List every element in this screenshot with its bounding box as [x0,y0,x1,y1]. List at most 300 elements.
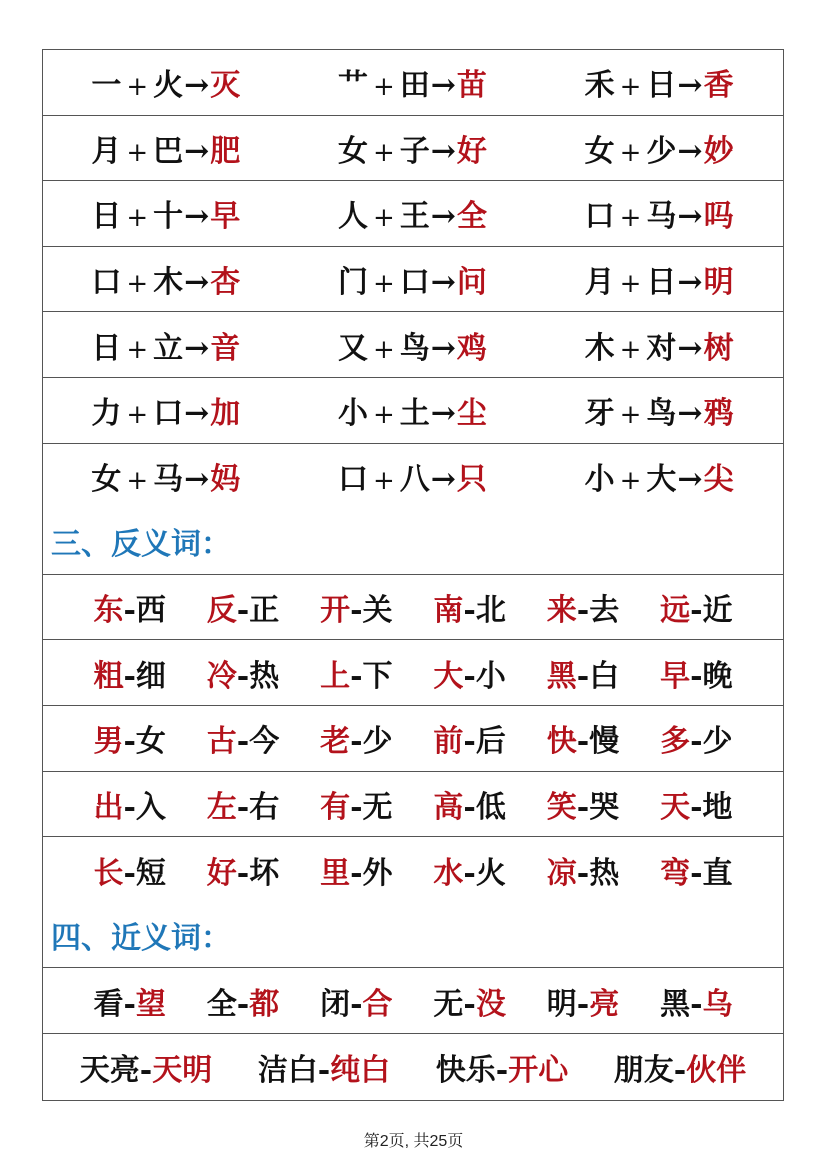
antonym-second: 哭 [589,789,620,825]
combo-row [43,444,783,510]
result-char: 明 [703,265,735,301]
part-a: 女 [91,462,123,498]
antonym-pair [547,782,619,826]
plus-sign: + [372,269,396,300]
result-char: 好 [456,133,488,169]
part-b: 十 [153,199,185,235]
page-footer: 第2页, 共25页 [363,1133,464,1150]
result-char: 灭 [210,68,242,104]
synonym-first: 天亮 [79,1052,140,1088]
antonym-pair [660,651,732,695]
antonym-row [43,706,783,772]
part-b: 土 [399,396,431,432]
part-b: 日 [646,265,678,301]
dash: - [236,593,250,629]
antonym-pair [547,651,619,695]
antonym-second: 今 [249,724,280,760]
antonym-second: 关 [362,593,393,629]
plus-sign: + [372,203,396,234]
antonym-first: 来 [546,593,577,629]
synonym-second: 伙伴 [686,1052,747,1088]
antonym-first: 粗 [93,658,124,694]
synonym-pair [614,1045,746,1089]
antonym-pair [93,782,165,826]
part-a: 门 [337,265,369,301]
part-b: 口 [153,396,185,432]
synonym-first: 朋友 [613,1052,674,1088]
part-b: 口 [399,265,431,301]
antonym-first: 左 [206,789,237,825]
part-a: 日 [91,199,123,235]
antonym-pair [207,585,279,629]
part-a: 艹 [337,68,369,104]
antonym-first: 天 [660,789,691,825]
antonym-second: 近 [702,593,733,629]
antonym-second: 少 [702,724,733,760]
dash: - [463,986,476,1022]
antonym-first: 上 [320,658,351,694]
result-char: 问 [456,265,488,301]
antonym-pair [320,848,392,892]
part-b: 木 [153,265,185,301]
antonym-second: 少 [362,724,393,760]
plus-sign: + [619,72,643,103]
combo-cell [536,191,783,235]
dash: - [236,658,250,694]
dash: - [350,593,363,629]
dash: - [350,789,363,825]
antonym-row [43,772,783,838]
arrow-sign: → [430,199,457,235]
part-b: 少 [646,133,678,169]
antonym-pair [433,716,505,760]
antonym-first: 老 [320,724,351,760]
synonym-second: 开心 [508,1052,569,1088]
antonym-second: 下 [362,658,393,694]
part-b: 马 [153,462,185,498]
antonym-pair [433,782,505,826]
plus-sign: + [372,466,396,497]
combo-row [43,50,783,116]
dash: - [495,1052,509,1088]
dash: - [463,855,476,891]
antonym-first: 弯 [660,855,691,891]
antonym-pair [93,716,165,760]
combo-cell [536,126,783,170]
dash: - [690,724,703,760]
combo-cell [290,323,537,367]
antonym-pair [320,585,392,629]
part-b: 巴 [153,133,185,169]
synonym-pair [660,979,732,1023]
antonym-second: 晚 [702,658,733,694]
antonym-first: 远 [660,593,691,629]
result-char: 香 [703,68,735,104]
synonym-first: 看 [93,986,124,1022]
antonym-first: 快 [546,724,577,760]
plus-sign: + [619,203,643,234]
dash: - [236,986,250,1022]
plus-sign: + [619,466,643,497]
antonym-pair [547,585,619,629]
synonym-second: 天明 [152,1052,213,1088]
synonym-second: 亮 [589,986,620,1022]
antonym-first: 多 [660,724,691,760]
dash: - [576,724,590,760]
synonyms-heading-row [43,903,783,969]
antonym-second: 入 [135,789,166,825]
antonym-second: 热 [589,855,620,891]
antonym-pair [320,651,392,695]
dash: - [123,986,136,1022]
combo-cell [290,60,537,104]
arrow-sign: → [430,133,457,169]
part-b: 田 [399,68,431,104]
arrow-sign: → [677,462,704,498]
combo-cell [536,323,783,367]
arrow-sign: → [677,199,704,235]
plus-sign: + [372,334,396,365]
plus-sign: + [126,400,150,431]
result-char: 加 [210,396,242,432]
antonym-first: 笑 [546,789,577,825]
synonym-pair [433,979,505,1023]
antonym-first: 水 [433,855,464,891]
antonym-first: 南 [433,593,464,629]
antonym-first: 东 [93,593,124,629]
part-b: 立 [153,330,185,366]
antonym-pair [433,585,505,629]
dash: - [576,855,590,891]
antonym-first: 出 [93,789,124,825]
part-b: 鸟 [399,330,431,366]
dash: - [690,658,703,694]
combo-row [43,247,783,313]
synonym-second: 纯白 [330,1052,391,1088]
arrow-sign: → [184,68,211,104]
plus-sign: + [372,400,396,431]
combo-cell [536,454,783,498]
arrow-sign: → [184,265,211,301]
part-a: 力 [91,396,123,432]
part-b: 王 [399,199,431,235]
combo-row [43,378,783,444]
combo-cell [536,60,783,104]
arrow-sign: → [430,68,457,104]
result-char: 音 [210,330,242,366]
combo-cell [290,126,537,170]
result-char: 全 [456,199,488,235]
result-char: 妙 [703,133,735,169]
antonym-pair [320,716,392,760]
part-a: 月 [91,133,123,169]
antonym-second: 慢 [589,724,620,760]
antonym-pair [320,782,392,826]
plus-sign: + [126,72,150,103]
dash: - [236,724,250,760]
antonym-pair [660,782,732,826]
synonym-pair [207,979,279,1023]
antonym-second: 小 [475,658,506,694]
plus-sign: + [372,137,396,168]
antonym-second: 西 [135,593,166,629]
dash: - [123,593,136,629]
part-b: 马 [646,199,678,235]
dash: - [123,658,136,694]
combo-cell [290,191,537,235]
worksheet-table [42,49,784,1101]
arrow-sign: → [184,462,211,498]
part-a: 口 [91,265,123,301]
arrow-sign: → [184,330,211,366]
combo-row [43,116,783,182]
synonym-pair [258,1045,390,1089]
arrow-sign: → [184,199,211,235]
part-a: 女 [337,133,369,169]
antonym-second: 后 [475,724,506,760]
antonym-second: 女 [135,724,166,760]
synonym-first: 洁白 [257,1052,318,1088]
dash: - [350,855,363,891]
combo-cell [536,257,783,301]
antonym-second: 直 [702,855,733,891]
antonym-first: 开 [320,593,351,629]
part-a: 人 [337,199,369,235]
part-b: 鸟 [646,396,678,432]
part-a: 一 [91,68,123,104]
result-char: 尖 [703,462,735,498]
synonym-row [43,1034,783,1100]
antonym-second: 地 [702,789,733,825]
antonym-first: 好 [206,855,237,891]
antonym-pair [660,585,732,629]
synonym-pair [80,1045,212,1089]
antonym-pair [660,716,732,760]
antonym-pair [93,848,165,892]
part-a: 又 [337,330,369,366]
synonym-first: 快乐 [435,1052,496,1088]
result-char: 早 [210,199,242,235]
part-a: 日 [91,330,123,366]
antonym-pair [93,585,165,629]
antonym-first: 反 [206,593,237,629]
synonym-first: 闭 [320,986,351,1022]
arrow-sign: → [430,396,457,432]
synonym-first: 全 [206,986,237,1022]
part-a: 小 [584,462,616,498]
dash: - [463,724,476,760]
antonym-first: 男 [93,724,124,760]
plus-sign: + [126,269,150,300]
part-b: 对 [646,330,678,366]
result-char: 尘 [456,396,488,432]
antonym-pair [547,716,619,760]
antonym-second: 去 [589,593,620,629]
antonyms-heading-row [43,509,783,575]
antonym-pair [660,848,732,892]
antonym-first: 高 [433,789,464,825]
synonym-second: 合 [362,986,393,1022]
plus-sign: + [126,203,150,234]
dash: - [350,658,363,694]
plus-sign: + [619,269,643,300]
antonym-row [43,575,783,641]
antonym-first: 有 [320,789,351,825]
dash: - [317,1052,331,1088]
combo-cell [43,191,290,235]
synonym-first: 无 [433,986,464,1022]
dash: - [236,789,250,825]
plus-sign: + [126,466,150,497]
dash: - [576,986,590,1022]
dash: - [673,1052,687,1088]
antonym-pair [433,651,505,695]
antonym-second: 白 [589,658,620,694]
combo-row [43,312,783,378]
dash: - [139,1052,153,1088]
antonym-first: 黑 [546,658,577,694]
result-char: 吗 [703,199,735,235]
part-b: 火 [153,68,185,104]
arrow-sign: → [677,330,704,366]
synonym-pair [436,1045,568,1089]
antonym-pair [207,716,279,760]
combo-cell [290,388,537,432]
result-char: 肥 [210,133,242,169]
antonym-second: 火 [475,855,506,891]
dash: - [690,789,703,825]
antonym-second: 低 [475,789,506,825]
dash: - [463,593,476,629]
arrow-sign: → [184,133,211,169]
dash: - [463,658,476,694]
antonym-row [43,837,783,903]
antonym-first: 大 [433,658,464,694]
synonym-second: 没 [475,986,506,1022]
dash: - [236,855,250,891]
synonyms-heading: 四、近义词： [51,921,231,957]
dash: - [463,789,476,825]
dash: - [576,789,590,825]
part-a: 女 [584,133,616,169]
synonym-second: 望 [135,986,166,1022]
synonym-pair [93,979,165,1023]
arrow-sign: → [677,133,704,169]
combo-row [43,181,783,247]
antonym-pair [207,782,279,826]
plus-sign: + [372,72,396,103]
dash: - [350,986,363,1022]
dash: - [690,986,703,1022]
antonym-first: 长 [93,855,124,891]
synonym-row [43,968,783,1034]
dash: - [690,593,703,629]
result-char: 只 [456,462,488,498]
result-char: 杏 [210,265,242,301]
part-b: 大 [646,462,678,498]
antonym-second: 短 [135,855,166,891]
dash: - [123,855,136,891]
combo-cell [536,388,783,432]
arrow-sign: → [677,396,704,432]
part-a: 月 [584,265,616,301]
antonyms-heading: 三、反义词： [51,527,231,563]
antonym-first: 前 [433,724,464,760]
plus-sign: + [619,334,643,365]
result-char: 鸦 [703,396,735,432]
antonym-pair [207,848,279,892]
synonym-second: 都 [249,986,280,1022]
arrow-sign: → [184,396,211,432]
synonym-pair [547,979,619,1023]
plus-sign: + [619,400,643,431]
dash: - [576,593,590,629]
arrow-sign: → [677,265,704,301]
combo-cell [43,454,290,498]
antonym-second: 无 [362,789,393,825]
antonym-second: 外 [362,855,393,891]
synonym-pair [320,979,392,1023]
dash: - [350,724,363,760]
part-b: 子 [399,133,431,169]
part-a: 禾 [584,68,616,104]
dash: - [123,789,136,825]
part-a: 口 [584,199,616,235]
antonym-first: 冷 [206,658,237,694]
antonym-second: 右 [249,789,280,825]
plus-sign: + [126,137,150,168]
antonym-first: 凉 [546,855,577,891]
result-char: 鸡 [456,330,488,366]
synonym-second: 乌 [702,986,733,1022]
antonym-first: 早 [660,658,691,694]
part-a: 木 [584,330,616,366]
part-a: 口 [337,462,369,498]
combo-cell [290,257,537,301]
antonym-pair [433,848,505,892]
antonym-second: 坏 [249,855,280,891]
antonym-pair [93,651,165,695]
synonym-first: 黑 [660,986,691,1022]
antonym-second: 北 [475,593,506,629]
plus-sign: + [619,137,643,168]
part-b: 八 [399,462,431,498]
dash: - [123,724,136,760]
result-char: 妈 [210,462,242,498]
plus-sign: + [126,334,150,365]
antonym-second: 热 [249,658,280,694]
antonym-pair [547,848,619,892]
combo-cell [43,388,290,432]
result-char: 苗 [456,68,488,104]
part-b: 日 [646,68,678,104]
arrow-sign: → [677,68,704,104]
antonym-row [43,640,783,706]
dash: - [576,658,590,694]
combo-cell [43,60,290,104]
result-char: 树 [703,330,735,366]
antonym-second: 细 [135,658,166,694]
arrow-sign: → [430,330,457,366]
antonym-first: 古 [206,724,237,760]
part-a: 牙 [584,396,616,432]
combo-cell [43,323,290,367]
antonym-pair [207,651,279,695]
combo-cell [43,126,290,170]
combo-cell [43,257,290,301]
antonym-second: 正 [249,593,280,629]
part-a: 小 [337,396,369,432]
